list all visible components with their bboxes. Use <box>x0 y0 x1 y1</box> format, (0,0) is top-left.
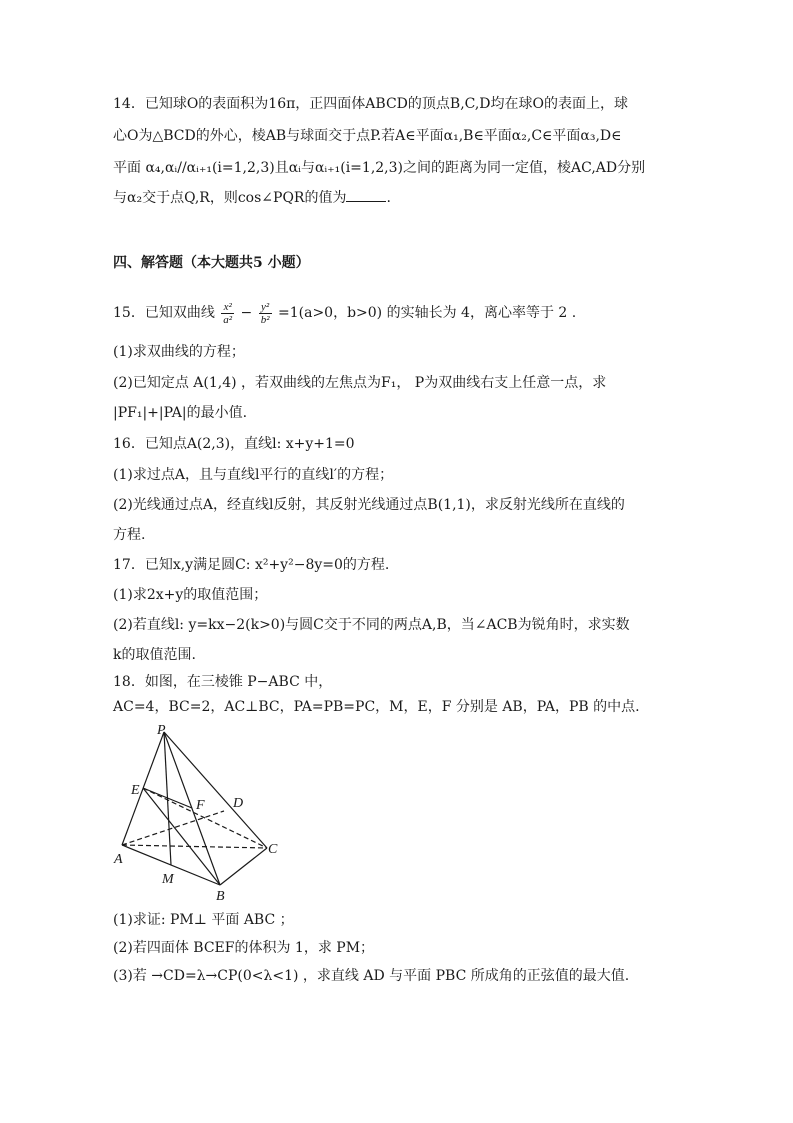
q14-line-4 <box>113 188 391 208</box>
answer-blank <box>346 189 386 202</box>
q18-line-2: AC=4，BC=2，AC⊥BC，PA=PB=PC，M，E，F 分别是 AB，PA，PB 的中点. <box>113 699 640 715</box>
label-M: M <box>162 872 174 887</box>
label-E: E <box>131 783 140 798</box>
q17-line-3: (2)若直线l: y=kx−2(k>0)与圆C交于不同的两点A,B，当∠ACB为锐角时，求实数 <box>113 617 630 633</box>
frac2-den: b² <box>260 313 270 326</box>
q15-intro: 15．已知双曲线 <box>113 305 215 321</box>
label-D: D <box>233 796 244 811</box>
q17-line-2: (1)求2x+y的取值范围； <box>113 587 268 603</box>
fraction-y2-b2 <box>259 301 272 326</box>
minus-sign: − <box>236 305 257 321</box>
label-C: C <box>268 842 278 857</box>
edge-AC <box>122 845 267 848</box>
fraction-x2-a2 <box>221 301 234 326</box>
q15-line-2: (1)求双曲线的方程； <box>113 344 245 360</box>
q18-line-3: (1)求证: PM⊥ 平面 ABC ； <box>113 912 294 928</box>
label-F: F <box>196 798 205 813</box>
frac1-den: a² <box>223 313 233 326</box>
q16-line-2: (1)求过点A，且与直线l平行的直线l′的方程； <box>113 467 394 483</box>
q14-line-2: 心O为△BCD的外心，棱AB与球面交于点P.若A∈平面α₁,B∈平面α₂,C∈平面α₃,D∈ <box>113 128 622 144</box>
q16-line-3: (2)光线通过点A，经直线l反射，其反射光线通过点B(1,1)，求反射光线所在直线的 <box>113 497 625 513</box>
q14-line-3: 平面 α₄,αᵢ//αᵢ₊₁(i=1,2,3)且αᵢ与αᵢ₊₁(i=1,2,3)之间的距离为同一定值，棱AC,AD分别 <box>113 160 646 176</box>
edge-AD <box>122 811 224 845</box>
q16-line-4: 方程. <box>113 527 146 543</box>
edge-EB <box>143 788 220 885</box>
q14-line-4-text: 与α₂交于点Q,R，则cos∠PQR的值为 <box>113 190 347 206</box>
q17-line-1: 17．已知x,y满足圆C: x²+y²−8y=0的方程. <box>113 557 390 573</box>
section-heading: 四、解答题（本大题共5 小题） <box>113 255 310 271</box>
q14-line-4-end: . <box>386 190 391 206</box>
label-A: A <box>114 852 123 867</box>
q18-line-4: (2)若四面体 BCEF的体积为 1，求 PM； <box>113 940 375 956</box>
q15-intro-rest: =1(a>0，b>0) 的实轴长为 4，离心率等于 2 . <box>273 305 577 321</box>
frac1-num: x² <box>221 301 234 314</box>
q18-line-5: (3)若 →CD=λ→CP(0<λ<1) ，求直线 AD 与平面 PBC 所成角的正弦值的最大值. <box>113 968 630 984</box>
q15-line-4: |PF₁|+|PA|的最小值. <box>113 405 248 421</box>
q15-line-3: (2)已知定点 A(1,4) ，若双曲线的左焦点为F₁， P为双曲线右支上任意一点，求 <box>113 375 607 391</box>
edge-PB <box>164 732 220 885</box>
q18-line-1: 18．如图，在三棱锥 P−ABC 中， <box>113 674 333 690</box>
pyramid-figure <box>112 722 292 902</box>
q16-line-1: 16．已知点A(2,3)，直线l: x+y+1=0 <box>113 436 355 452</box>
q14-line-1: 14．已知球O的表面积为16π，正四面体ABCD的顶点B,C,D均在球O的表面上，球 <box>113 96 629 112</box>
frac2-num: y² <box>259 301 272 314</box>
edge-PC <box>164 732 267 848</box>
label-B: B <box>216 889 225 902</box>
q15-line-1 <box>113 300 576 326</box>
q17-line-4: k的取值范围. <box>113 647 196 663</box>
label-P: P <box>157 723 166 738</box>
edge-EC <box>143 788 267 848</box>
edge-BC <box>220 848 267 885</box>
